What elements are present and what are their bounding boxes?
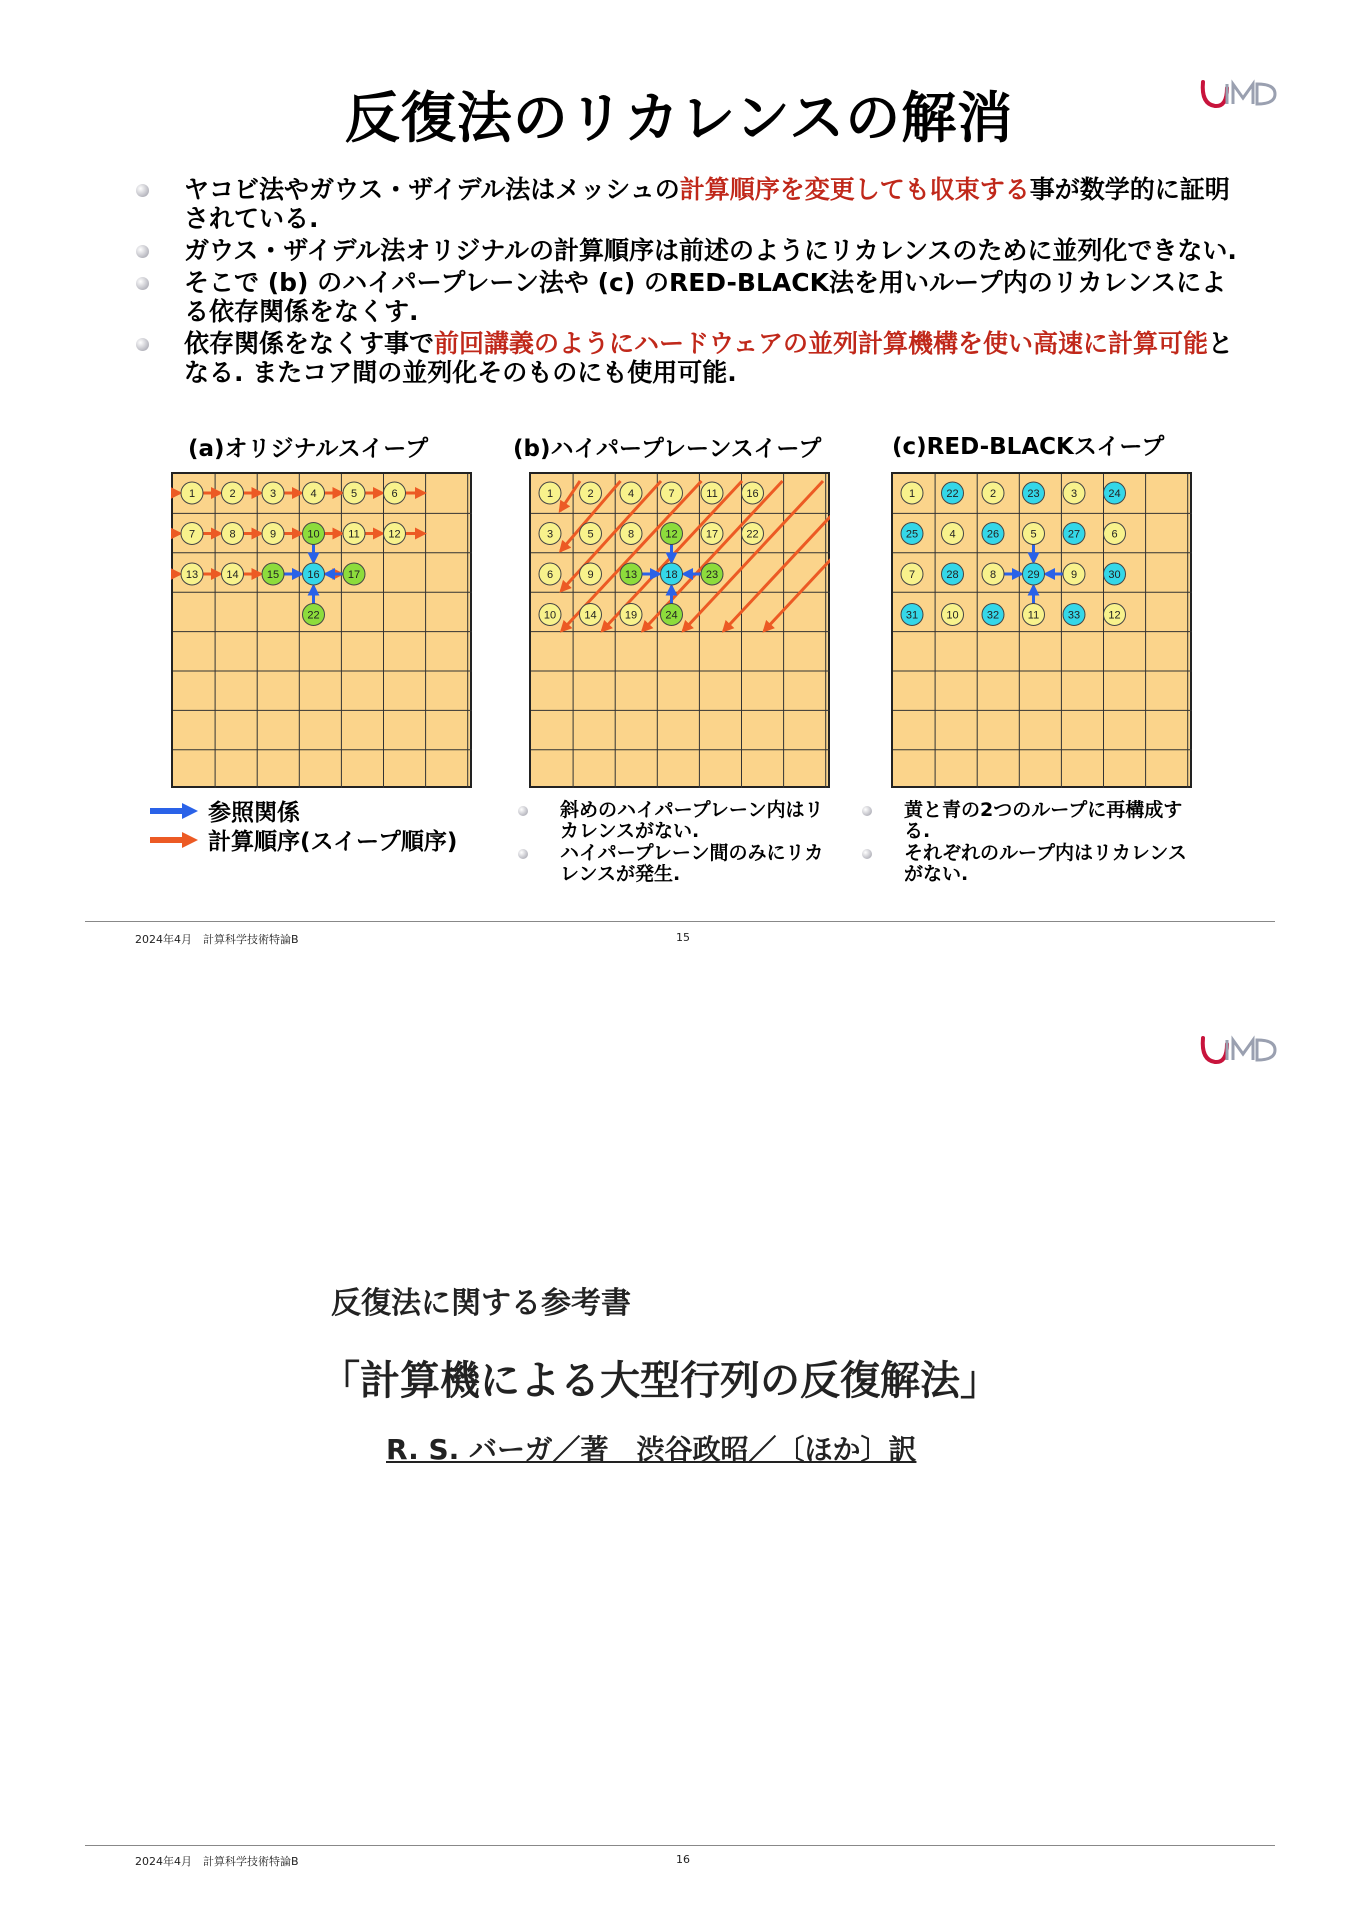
svg-text:13: 13 <box>624 569 638 581</box>
grid-node <box>620 523 642 545</box>
grid-node <box>942 563 964 585</box>
bullet-item: そこで (b) のハイパープレーン法や (c) のRED-BLACK法を用いループ内のリカレンスによる依存関係をなくす. <box>136 268 1246 326</box>
svg-text:5: 5 <box>1030 528 1037 541</box>
grid-node <box>181 563 203 585</box>
grid-node <box>942 482 964 504</box>
svg-text:2: 2 <box>587 488 594 500</box>
grid-c-drawing <box>891 472 1192 788</box>
grid-node <box>580 563 602 585</box>
svg-text:19: 19 <box>624 609 638 622</box>
svg-text:18: 18 <box>665 569 678 581</box>
svg-text:4: 4 <box>310 488 317 500</box>
svg-text:33: 33 <box>1067 609 1081 622</box>
svg-text:1: 1 <box>908 488 916 500</box>
svg-text:15: 15 <box>266 569 280 581</box>
svg-text:14: 14 <box>584 609 597 622</box>
grid-node <box>1063 604 1085 626</box>
svg-text:22: 22 <box>946 488 959 500</box>
svg-text:2: 2 <box>229 488 236 500</box>
svg-text:24: 24 <box>665 609 678 622</box>
svg-text:32: 32 <box>986 609 1000 622</box>
grid-node <box>901 563 923 585</box>
caption-red-black-sweep: (c)RED-BLACKスイープ <box>892 434 1165 460</box>
grid-node <box>343 482 365 504</box>
svg-text:5: 5 <box>587 528 594 541</box>
svg-text:9: 9 <box>1070 569 1078 581</box>
grid-node <box>620 563 642 585</box>
svg-text:25: 25 <box>905 528 919 541</box>
footer-rule <box>85 1845 1275 1846</box>
svg-text:3: 3 <box>1070 488 1078 500</box>
grid-node <box>620 604 642 626</box>
grid-node <box>384 482 406 504</box>
grid-node <box>222 523 244 545</box>
svg-text:23: 23 <box>1027 488 1040 500</box>
svg-text:29: 29 <box>1027 569 1040 581</box>
svg-text:5: 5 <box>350 488 358 500</box>
svg-text:7: 7 <box>908 569 916 581</box>
legend-reference-label: 参照関係 <box>208 800 300 826</box>
footer-text: 2024年4月 計算科学技術特論B <box>135 1855 299 1868</box>
legend-order <box>150 825 457 854</box>
grid-node <box>901 482 923 504</box>
grid-node <box>262 482 284 504</box>
grid-node <box>181 523 203 545</box>
svg-text:16: 16 <box>746 488 759 500</box>
svg-text:11: 11 <box>348 528 360 541</box>
grid-node <box>942 523 964 545</box>
grid-node <box>303 563 325 585</box>
svg-text:12: 12 <box>388 528 401 541</box>
grid-node <box>661 523 683 545</box>
grid-node <box>1104 523 1126 545</box>
note-item: それぞれのループ内はリカレンスがない. <box>862 843 1202 885</box>
svg-text:28: 28 <box>946 569 959 581</box>
legend-reference <box>150 796 457 825</box>
grid-node <box>982 523 1004 545</box>
grid-node <box>539 563 561 585</box>
bullet-item: ヤコビ法やガウス・ザイデル法はメッシュの計算順序を変更しても収束する事が数学的に証明されている. <box>136 175 1246 233</box>
svg-text:14: 14 <box>226 569 239 581</box>
legend-order-label: 計算順序(スイープ順序) <box>208 829 458 855</box>
footer-text: 2024年4月 計算科学技術特論B <box>135 933 299 946</box>
svg-text:6: 6 <box>391 488 398 500</box>
grid-node <box>1023 482 1045 504</box>
grid-node <box>539 482 561 504</box>
slide-16 <box>0 960 1358 1920</box>
svg-text:13: 13 <box>185 569 199 581</box>
svg-text:10: 10 <box>543 609 557 622</box>
svg-text:9: 9 <box>587 569 594 581</box>
grid-b-drawing <box>529 472 830 788</box>
order-arrow <box>560 481 580 511</box>
svg-text:30: 30 <box>1108 569 1121 581</box>
grid-node <box>539 604 561 626</box>
grid-node <box>1023 604 1045 626</box>
grid-node <box>901 523 923 545</box>
grid-node <box>942 604 964 626</box>
svg-text:9: 9 <box>269 528 277 541</box>
grid-node <box>222 482 244 504</box>
svg-text:6: 6 <box>546 569 554 581</box>
grid-node <box>384 523 406 545</box>
grid-node <box>661 482 683 504</box>
caption-hyperplane-sweep: (b)ハイパープレーンスイープ <box>513 436 822 462</box>
jamstec-logo <box>1197 1030 1277 1070</box>
grid-node <box>1104 482 1126 504</box>
grid-node <box>580 523 602 545</box>
caption-original-sweep: (a)オリジナルスイープ <box>188 436 429 462</box>
grid-a-drawing <box>171 472 472 788</box>
svg-text:22: 22 <box>746 528 759 541</box>
svg-text:1: 1 <box>188 488 196 500</box>
notes-red-black <box>862 800 1202 886</box>
grid-node <box>742 482 764 504</box>
grid-node <box>982 563 1004 585</box>
note-item: 黄と青の2つのループに再構成する. <box>862 800 1202 842</box>
grid-node <box>181 482 203 504</box>
grid-node <box>1063 482 1085 504</box>
grid-node <box>1104 563 1126 585</box>
footer-rule <box>85 921 1275 922</box>
book-author: R. S. バーガ／著 渋谷政昭／〔ほか〕訳 <box>386 1433 917 1466</box>
svg-text:7: 7 <box>668 488 675 500</box>
svg-text:17: 17 <box>705 528 719 541</box>
grid-node <box>982 604 1004 626</box>
svg-text:3: 3 <box>546 528 554 541</box>
grid-node <box>343 523 365 545</box>
note-item: 斜めのハイパープレーン内はリカレンスがない. <box>518 800 838 842</box>
svg-text:8: 8 <box>229 528 236 541</box>
grid-node <box>701 523 723 545</box>
grid-node <box>661 604 683 626</box>
svg-text:17: 17 <box>347 569 361 581</box>
svg-text:3: 3 <box>269 488 277 500</box>
svg-text:11: 11 <box>706 488 718 500</box>
svg-text:6: 6 <box>1111 528 1118 541</box>
svg-text:31: 31 <box>905 609 919 622</box>
grid-node <box>1063 563 1085 585</box>
slide-title: 反復法のリカレンスの解消 <box>344 86 1014 150</box>
legend <box>150 796 457 854</box>
grid-node <box>1063 523 1085 545</box>
svg-text:7: 7 <box>188 528 196 541</box>
svg-text:26: 26 <box>986 528 1000 541</box>
reference-heading: 反復法に関する参考書 <box>331 1286 631 1321</box>
book-title: 「計算機による大型行列の反復解法」 <box>320 1358 1000 1404</box>
grid-node <box>262 523 284 545</box>
svg-text:11: 11 <box>1027 609 1040 622</box>
bullet-item: ガウス・ザイデル法オリジナルの計算順序は前述のようにリカレンスのために並列化できない. <box>136 236 1246 265</box>
order-arrow <box>764 481 830 631</box>
svg-text:24: 24 <box>1108 488 1121 500</box>
svg-text:8: 8 <box>989 569 997 581</box>
grid-original-sweep <box>171 472 472 788</box>
note-item: ハイパープレーン間のみにリカレンスが発生. <box>518 843 838 885</box>
page-number: 15 <box>676 931 690 944</box>
grid-node <box>262 563 284 585</box>
svg-text:12: 12 <box>665 528 678 541</box>
svg-text:22: 22 <box>307 609 320 622</box>
grid-node <box>742 523 764 545</box>
grid-node <box>580 604 602 626</box>
svg-text:1: 1 <box>546 488 554 500</box>
svg-text:23: 23 <box>705 569 719 581</box>
page-number: 16 <box>676 1853 690 1866</box>
grid-node <box>1104 604 1126 626</box>
order-arrow <box>724 481 831 631</box>
grid-red-black-sweep <box>891 472 1192 788</box>
grid-node <box>661 563 683 585</box>
grid-node <box>222 563 244 585</box>
svg-text:2: 2 <box>989 488 997 500</box>
grid-node <box>343 563 365 585</box>
grid-node <box>1023 523 1045 545</box>
grid-node <box>580 482 602 504</box>
grid-node <box>901 604 923 626</box>
grid-node <box>620 482 642 504</box>
grid-node <box>1023 563 1045 585</box>
red-arrow-icon <box>150 832 198 848</box>
grid-node <box>982 482 1004 504</box>
svg-text:10: 10 <box>946 609 959 622</box>
grid-node <box>539 523 561 545</box>
svg-text:10: 10 <box>307 528 320 541</box>
grid-node <box>303 482 325 504</box>
svg-text:4: 4 <box>949 528 956 541</box>
blue-arrow-icon <box>150 803 198 819</box>
grid-node <box>303 523 325 545</box>
svg-text:8: 8 <box>627 528 635 541</box>
bullet-list <box>136 175 1246 390</box>
svg-text:27: 27 <box>1067 528 1081 541</box>
notes-hyperplane <box>518 800 838 886</box>
svg-text:12: 12 <box>1108 609 1121 622</box>
grid-node <box>303 604 325 626</box>
svg-text:16: 16 <box>307 569 320 581</box>
svg-text:4: 4 <box>627 488 635 500</box>
grid-hyperplane-sweep <box>529 472 830 788</box>
grid-node <box>701 482 723 504</box>
grid-node <box>701 563 723 585</box>
bullet-item: 依存関係をなくす事で前回講義のようにハードウェアの並列計算機構を使い高速に計算可能となる. またコア間の並列化そのものにも使用可能. <box>136 329 1246 387</box>
